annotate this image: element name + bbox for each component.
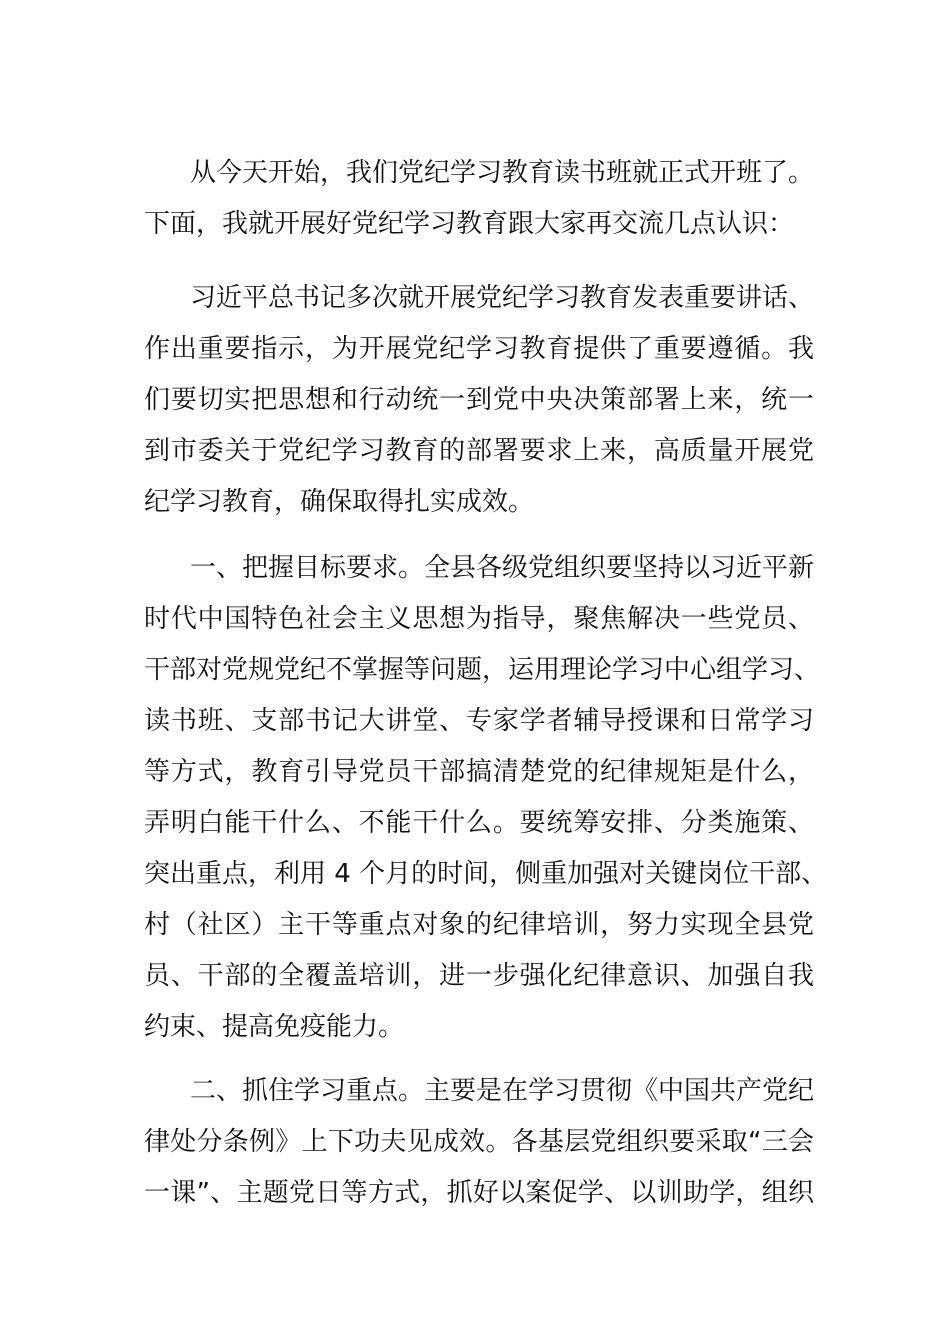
paragraph-instructions	[144, 273, 814, 528]
text-line: 时代中国特色社会主义思想为指导，聚焦解决一些党员、	[144, 604, 814, 634]
text-line: 习近平总书记多次就开展党纪学习教育发表重要讲话、	[190, 283, 815, 313]
text-line: 员、干部的全覆盖培训，进一步强化纪律意识、加强自我	[144, 961, 814, 991]
paragraph-section-two	[144, 1066, 814, 1219]
text-line: 律处分条例》上下功夫见成效。各基层党组织要采取“三会	[144, 1127, 814, 1157]
text-line: 等方式，教育引导党员干部搞清楚党的纪律规矩是什么，	[144, 757, 814, 787]
text-line: 纪学习教育，确保取得扎实成效。	[144, 487, 535, 517]
text-line: 下面，我就开展好党纪学习教育跟大家再交流几点认识：	[144, 209, 795, 239]
text-line: 干部对党规党纪不掌握等问题，运用理论学习中心组学习、	[144, 655, 821, 685]
text-line: 从今天开始，我们党纪学习教育读书班就正式开班了。	[190, 158, 815, 188]
text-line: 到市委关于党纪学习教育的部署要求上来，高质量开展党	[144, 436, 814, 466]
text-line: 一、把握目标要求。全县各级党组织要坚持以习近平新	[190, 553, 815, 583]
text-line: 们要切实把思想和行动统一到党中央决策部署上来，统一	[144, 385, 814, 415]
text-line: 约束、提高免疫能力。	[144, 1012, 405, 1042]
paragraph-opening	[144, 148, 814, 250]
paragraph-section-one	[144, 543, 828, 1053]
text-line: 村（社区）主干等重点对象的纪律培训，努力实现全县党	[144, 910, 814, 940]
text-line: 一课”、主题党日等方式，抓好以案促学、以训助学，组织	[144, 1178, 814, 1208]
text-line: 作出重要指示，为开展党纪学习教育提供了重要遵循。我	[144, 334, 814, 364]
text-line: 二、抓住学习重点。主要是在学习贯彻《中国共产党纪	[190, 1076, 815, 1106]
text-line: 弄明白能干什么、不能干什么。要统筹安排、分类施策、	[144, 808, 814, 838]
text-line: 突出重点，利用 4 个月的时间，侧重加强对关键岗位干部、	[144, 859, 828, 889]
text-line: 读书班、支部书记大讲堂、专家学者辅导授课和日常学习	[144, 706, 814, 736]
